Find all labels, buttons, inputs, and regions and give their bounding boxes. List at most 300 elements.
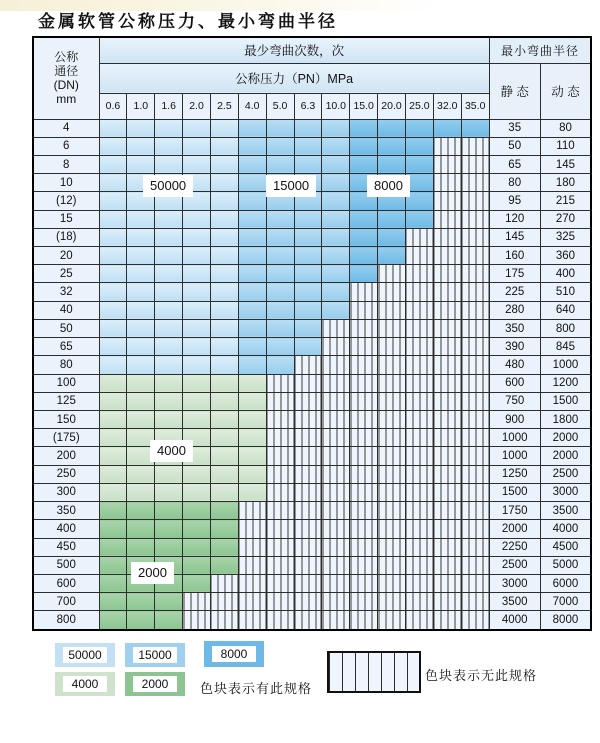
- spec-cell-50000: [183, 210, 211, 228]
- spec-cell-none: [322, 429, 350, 447]
- spec-cell-50000: [183, 265, 211, 283]
- spec-cell-none: [210, 611, 238, 630]
- dn-cell: 8: [33, 155, 99, 173]
- spec-cell-none: [294, 356, 322, 374]
- spec-cell-50000: [210, 210, 238, 228]
- table-row: [33, 228, 591, 246]
- dn-header-line: 通径: [54, 64, 79, 79]
- spec-cell-4000: [99, 392, 127, 410]
- spec-cell-50000: [210, 338, 238, 356]
- spec-cell-none: [350, 392, 378, 410]
- spec-cell-none: [405, 593, 433, 611]
- pressure-tick: 2.5: [210, 93, 238, 119]
- spec-cell-8000: [378, 155, 406, 173]
- dynamic-radius-cell: 110: [540, 137, 591, 155]
- spec-cell-none: [350, 593, 378, 611]
- spec-cell-2000: [183, 520, 211, 538]
- spec-cell-4000: [183, 392, 211, 410]
- spec-cell-none: [405, 247, 433, 265]
- spec-cell-none: [405, 265, 433, 283]
- spec-cell-4000: [238, 374, 266, 392]
- pressure-tick: 6.3: [294, 93, 322, 119]
- spec-cell-50000: [127, 356, 155, 374]
- dynamic-radius-cell: 2500: [540, 465, 591, 483]
- legend-value: 8000: [212, 646, 256, 662]
- spec-cell-50000: [210, 283, 238, 301]
- spec-cell-none: [294, 483, 322, 501]
- spec-cell-50000: [155, 137, 183, 155]
- spec-cell-none: [433, 319, 461, 337]
- spec-cell-none: [294, 502, 322, 520]
- spec-cell-50000: [99, 155, 127, 173]
- static-radius-cell: 2250: [489, 538, 540, 556]
- spec-cell-none: [461, 593, 489, 611]
- spec-cell-2000: [183, 574, 211, 592]
- spec-cell-4000: [238, 465, 266, 483]
- spec-cell-4000: [99, 429, 127, 447]
- spec-cell-none: [378, 301, 406, 319]
- dynamic-radius-cell: 3000: [540, 483, 591, 501]
- table-row: [33, 483, 591, 501]
- static-radius-cell: 900: [489, 411, 540, 429]
- spec-cell-none: [433, 265, 461, 283]
- spec-cell-none: [350, 301, 378, 319]
- spec-cell-none: [322, 556, 350, 574]
- spec-cell-none: [238, 520, 266, 538]
- spec-cell-8000: [405, 210, 433, 228]
- spec-cell-2000: [183, 538, 211, 556]
- pressure-tick: 1.6: [155, 93, 183, 119]
- spec-cell-none: [378, 520, 406, 538]
- spec-cell-15000: [238, 283, 266, 301]
- spec-cell-50000: [99, 283, 127, 301]
- pressure-tick: 32.0: [433, 93, 461, 119]
- spec-cell-none: [322, 411, 350, 429]
- static-radius-cell: 480: [489, 356, 540, 374]
- spec-cell-4000: [155, 374, 183, 392]
- spec-cell-50000: [210, 119, 238, 137]
- dn-cell: 40: [33, 301, 99, 319]
- spec-cell-15000: [238, 192, 266, 210]
- spec-cell-none: [266, 556, 294, 574]
- static-radius-cell: 35: [489, 119, 540, 137]
- spec-cell-15000: [322, 283, 350, 301]
- spec-cell-15000: [238, 228, 266, 246]
- legend-no-spec-note: 色块表示无此规格: [425, 668, 538, 683]
- table-row: [33, 392, 591, 410]
- spec-cell-2000: [99, 538, 127, 556]
- spec-cell-50000: [99, 265, 127, 283]
- spec-cell-50000: [127, 283, 155, 301]
- static-radius-cell: 225: [489, 283, 540, 301]
- spec-cell-none: [322, 465, 350, 483]
- spec-cell-4000: [99, 374, 127, 392]
- spec-cell-15000: [322, 265, 350, 283]
- spec-cell-4000: [183, 411, 211, 429]
- spec-cell-none: [350, 483, 378, 501]
- spec-cell-50000: [99, 137, 127, 155]
- spec-cell-4000: [127, 411, 155, 429]
- table-row: [33, 301, 591, 319]
- spec-cell-15000: [294, 301, 322, 319]
- spec-cell-50000: [99, 192, 127, 210]
- spec-cell-none: [294, 556, 322, 574]
- spec-cell-none: [322, 392, 350, 410]
- spec-cell-none: [461, 137, 489, 155]
- spec-cell-none: [433, 392, 461, 410]
- spec-cell-50000: [155, 210, 183, 228]
- spec-cell-8000: [350, 265, 378, 283]
- spec-cell-50000: [210, 319, 238, 337]
- spec-cell-50000: [183, 356, 211, 374]
- spec-cell-2000: [210, 538, 238, 556]
- dynamic-radius-cell: 1200: [540, 374, 591, 392]
- table-row: [33, 319, 591, 337]
- region-label-2000: 2000: [131, 562, 174, 584]
- spec-cell-50000: [183, 137, 211, 155]
- spec-cell-none: [405, 520, 433, 538]
- spec-cell-none: [378, 374, 406, 392]
- spec-cell-none: [378, 429, 406, 447]
- spec-cell-15000: [294, 210, 322, 228]
- dn-header-line: 公称: [54, 50, 79, 65]
- spec-cell-50000: [210, 137, 238, 155]
- spec-cell-none: [266, 520, 294, 538]
- spec-cell-50000: [127, 247, 155, 265]
- spec-cell-none: [266, 502, 294, 520]
- spec-cell-15000: [294, 338, 322, 356]
- spec-cell-15000: [238, 301, 266, 319]
- static-radius-cell: 350: [489, 319, 540, 337]
- spec-cell-8000: [350, 137, 378, 155]
- spec-cell-none: [266, 574, 294, 592]
- spec-cell-none: [433, 593, 461, 611]
- spec-cell-none: [378, 265, 406, 283]
- pressure-tick: 25.0: [405, 93, 433, 119]
- spec-cell-none: [433, 338, 461, 356]
- spec-cell-none: [461, 483, 489, 501]
- pressure-tick: 15.0: [350, 93, 378, 119]
- spec-cell-50000: [99, 319, 127, 337]
- dn-cell: 10: [33, 174, 99, 192]
- pressure-tick: 4.0: [238, 93, 266, 119]
- spec-cell-none: [461, 429, 489, 447]
- dn-cell: (12): [33, 192, 99, 210]
- spec-cell-none: [433, 374, 461, 392]
- spec-cell-15000: [238, 319, 266, 337]
- spec-cell-none: [433, 502, 461, 520]
- spec-cell-none: [461, 392, 489, 410]
- spec-cell-none: [350, 538, 378, 556]
- spec-cell-none: [378, 574, 406, 592]
- spec-cell-none: [405, 283, 433, 301]
- spec-cell-15000: [266, 137, 294, 155]
- bend-cycles-header: 最少弯曲次数，次: [99, 37, 489, 63]
- spec-cell-50000: [127, 338, 155, 356]
- spec-cell-4000: [238, 483, 266, 501]
- dn-cell: 32: [33, 283, 99, 301]
- spec-cell-4000: [210, 374, 238, 392]
- dynamic-radius-cell: 1800: [540, 411, 591, 429]
- spec-cell-none: [238, 502, 266, 520]
- spec-cell-15000: [266, 319, 294, 337]
- spec-cell-4000: [127, 374, 155, 392]
- spec-cell-4000: [99, 465, 127, 483]
- spec-cell-50000: [127, 319, 155, 337]
- spec-cell-15000: [238, 137, 266, 155]
- spec-cell-8000: [350, 155, 378, 173]
- dn-cell: 300: [33, 483, 99, 501]
- legend-value: 15000: [133, 647, 177, 663]
- spec-cell-none: [322, 319, 350, 337]
- spec-cell-none: [461, 338, 489, 356]
- spec-cell-15000: [294, 265, 322, 283]
- spec-cell-2000: [99, 556, 127, 574]
- dynamic-radius-cell: 2000: [540, 447, 591, 465]
- spec-cell-2000: [155, 611, 183, 630]
- spec-cell-50000: [99, 247, 127, 265]
- table-row: [33, 338, 591, 356]
- spec-cell-none: [378, 502, 406, 520]
- spec-cell-none: [322, 593, 350, 611]
- dynamic-radius-cell: 6000: [540, 574, 591, 592]
- dynamic-radius-cell: 4500: [540, 538, 591, 556]
- spec-cell-none: [378, 611, 406, 630]
- spec-cell-none: [266, 447, 294, 465]
- legend-box-15000: [125, 643, 185, 667]
- dn-cell: 4: [33, 119, 99, 137]
- spec-cell-none: [433, 556, 461, 574]
- static-radius-cell: 95: [489, 192, 540, 210]
- spec-cell-none: [350, 502, 378, 520]
- dynamic-radius-cell: 180: [540, 174, 591, 192]
- spec-cell-none: [322, 538, 350, 556]
- spec-cell-none: [322, 611, 350, 630]
- spec-cell-none: [378, 338, 406, 356]
- spec-cell-none: [266, 593, 294, 611]
- spec-cell-none: [266, 392, 294, 410]
- spec-cell-15000: [266, 338, 294, 356]
- spec-cell-none: [461, 611, 489, 630]
- spec-cell-none: [378, 556, 406, 574]
- spec-cell-none: [378, 356, 406, 374]
- dynamic-radius-cell: 7000: [540, 593, 591, 611]
- spec-cell-15000: [322, 155, 350, 173]
- spec-cell-none: [238, 538, 266, 556]
- spec-cell-15000: [266, 283, 294, 301]
- spec-cell-50000: [155, 155, 183, 173]
- spec-cell-4000: [155, 483, 183, 501]
- spec-cell-none: [350, 574, 378, 592]
- spec-cell-50000: [155, 301, 183, 319]
- spec-cell-50000: [183, 301, 211, 319]
- spec-cell-none: [322, 447, 350, 465]
- spec-cell-none: [378, 465, 406, 483]
- pressure-tick: 1.0: [127, 93, 155, 119]
- spec-cell-50000: [99, 119, 127, 137]
- spec-cell-none: [461, 283, 489, 301]
- spec-cell-15000: [322, 192, 350, 210]
- spec-cell-none: [266, 411, 294, 429]
- table-row: [33, 119, 591, 137]
- spec-cell-15000: [238, 265, 266, 283]
- spec-cell-2000: [155, 502, 183, 520]
- spec-cell-4000: [183, 465, 211, 483]
- legend-box-2000: [125, 672, 185, 696]
- spec-cell-50000: [210, 228, 238, 246]
- dn-cell: 450: [33, 538, 99, 556]
- static-radius-cell: 3000: [489, 574, 540, 592]
- dn-cell: 350: [33, 502, 99, 520]
- spec-cell-none: [405, 301, 433, 319]
- spec-cell-none: [405, 392, 433, 410]
- spec-cell-none: [405, 429, 433, 447]
- spec-cell-none: [461, 538, 489, 556]
- spec-cell-none: [433, 356, 461, 374]
- spec-cell-2000: [127, 611, 155, 630]
- dn-cell: 500: [33, 556, 99, 574]
- spec-cell-none: [378, 283, 406, 301]
- table-row: [33, 520, 591, 538]
- spec-table-wrap: [32, 36, 590, 631]
- spec-cell-4000: [99, 483, 127, 501]
- dn-cell: 150: [33, 411, 99, 429]
- spec-cell-2000: [210, 520, 238, 538]
- spec-cell-8000: [405, 137, 433, 155]
- region-label-4000: 4000: [150, 440, 193, 462]
- spec-cell-4000: [210, 429, 238, 447]
- spec-table: [32, 36, 592, 631]
- spec-cell-none: [322, 356, 350, 374]
- spec-cell-none: [238, 611, 266, 630]
- spec-cell-none: [461, 447, 489, 465]
- spec-cell-none: [461, 265, 489, 283]
- static-radius-cell: 1500: [489, 483, 540, 501]
- spec-cell-8000: [378, 247, 406, 265]
- spec-cell-none: [405, 502, 433, 520]
- dn-cell: 6: [33, 137, 99, 155]
- spec-cell-none: [433, 520, 461, 538]
- spec-cell-none: [461, 411, 489, 429]
- spec-cell-50000: [155, 228, 183, 246]
- spec-cell-15000: [238, 356, 266, 374]
- spec-cell-50000: [127, 265, 155, 283]
- spec-cell-50000: [127, 228, 155, 246]
- static-radius-cell: 3500: [489, 593, 540, 611]
- table-row: [33, 411, 591, 429]
- spec-cell-none: [294, 465, 322, 483]
- table-row: [33, 265, 591, 283]
- table-row: [33, 574, 591, 592]
- dynamic-radius-cell: 8000: [540, 611, 591, 630]
- table-row: [33, 210, 591, 228]
- spec-cell-15000: [294, 119, 322, 137]
- table-row: [33, 247, 591, 265]
- spec-cell-none: [378, 538, 406, 556]
- spec-cell-2000: [155, 593, 183, 611]
- spec-cell-none: [350, 338, 378, 356]
- static-radius-cell: 175: [489, 265, 540, 283]
- spec-cell-15000: [322, 210, 350, 228]
- region-label-15000: 15000: [266, 175, 316, 197]
- spec-cell-none: [294, 411, 322, 429]
- dn-cell: 80: [33, 356, 99, 374]
- region-label-8000: 8000: [367, 175, 410, 197]
- spec-cell-none: [378, 593, 406, 611]
- spec-cell-50000: [183, 283, 211, 301]
- spec-cell-2000: [127, 593, 155, 611]
- spec-cell-4000: [238, 411, 266, 429]
- spec-cell-15000: [238, 155, 266, 173]
- spec-cell-2000: [155, 520, 183, 538]
- spec-cell-none: [350, 319, 378, 337]
- dn-cell: 200: [33, 447, 99, 465]
- spec-cell-none: [433, 447, 461, 465]
- spec-cell-4000: [210, 411, 238, 429]
- spec-cell-15000: [238, 210, 266, 228]
- spec-cell-4000: [99, 411, 127, 429]
- spec-cell-none: [350, 429, 378, 447]
- spec-cell-none: [322, 483, 350, 501]
- spec-cell-50000: [155, 283, 183, 301]
- spec-cell-15000: [266, 301, 294, 319]
- legend-box-50000: [55, 643, 115, 667]
- spec-cell-15000: [322, 301, 350, 319]
- spec-cell-50000: [99, 210, 127, 228]
- dynamic-radius-cell: 800: [540, 319, 591, 337]
- legend-no-spec-swatch: [327, 651, 421, 693]
- spec-cell-none: [266, 538, 294, 556]
- spec-cell-2000: [183, 502, 211, 520]
- static-radius-cell: 280: [489, 301, 540, 319]
- spec-cell-15000: [322, 137, 350, 155]
- spec-cell-2000: [127, 502, 155, 520]
- spec-cell-50000: [99, 356, 127, 374]
- spec-cell-8000: [405, 155, 433, 173]
- spec-cell-none: [461, 374, 489, 392]
- spec-cell-none: [461, 356, 489, 374]
- spec-cell-4000: [183, 483, 211, 501]
- spec-cell-none: [433, 574, 461, 592]
- spec-cell-none: [266, 483, 294, 501]
- spec-cell-4000: [238, 429, 266, 447]
- spec-cell-2000: [210, 502, 238, 520]
- dynamic-radius-cell: 270: [540, 210, 591, 228]
- spec-cell-none: [405, 319, 433, 337]
- static-radius-cell: 2000: [489, 520, 540, 538]
- dn-cell: 65: [33, 338, 99, 356]
- static-radius-cell: 50: [489, 137, 540, 155]
- spec-cell-none: [405, 374, 433, 392]
- spec-cell-50000: [99, 301, 127, 319]
- spec-cell-15000: [238, 338, 266, 356]
- spec-cell-50000: [127, 301, 155, 319]
- static-column-header: 静 态: [489, 63, 540, 119]
- spec-cell-none: [461, 301, 489, 319]
- spec-cell-none: [350, 411, 378, 429]
- spec-cell-none: [294, 593, 322, 611]
- spec-cell-none: [350, 447, 378, 465]
- spec-cell-none: [238, 556, 266, 574]
- spec-cell-none: [350, 520, 378, 538]
- spec-cell-none: [461, 192, 489, 210]
- spec-cell-15000: [238, 247, 266, 265]
- spec-cell-15000: [294, 319, 322, 337]
- static-radius-cell: 1000: [489, 429, 540, 447]
- spec-cell-none: [294, 374, 322, 392]
- table-row: [33, 556, 591, 574]
- dynamic-radius-cell: 145: [540, 155, 591, 173]
